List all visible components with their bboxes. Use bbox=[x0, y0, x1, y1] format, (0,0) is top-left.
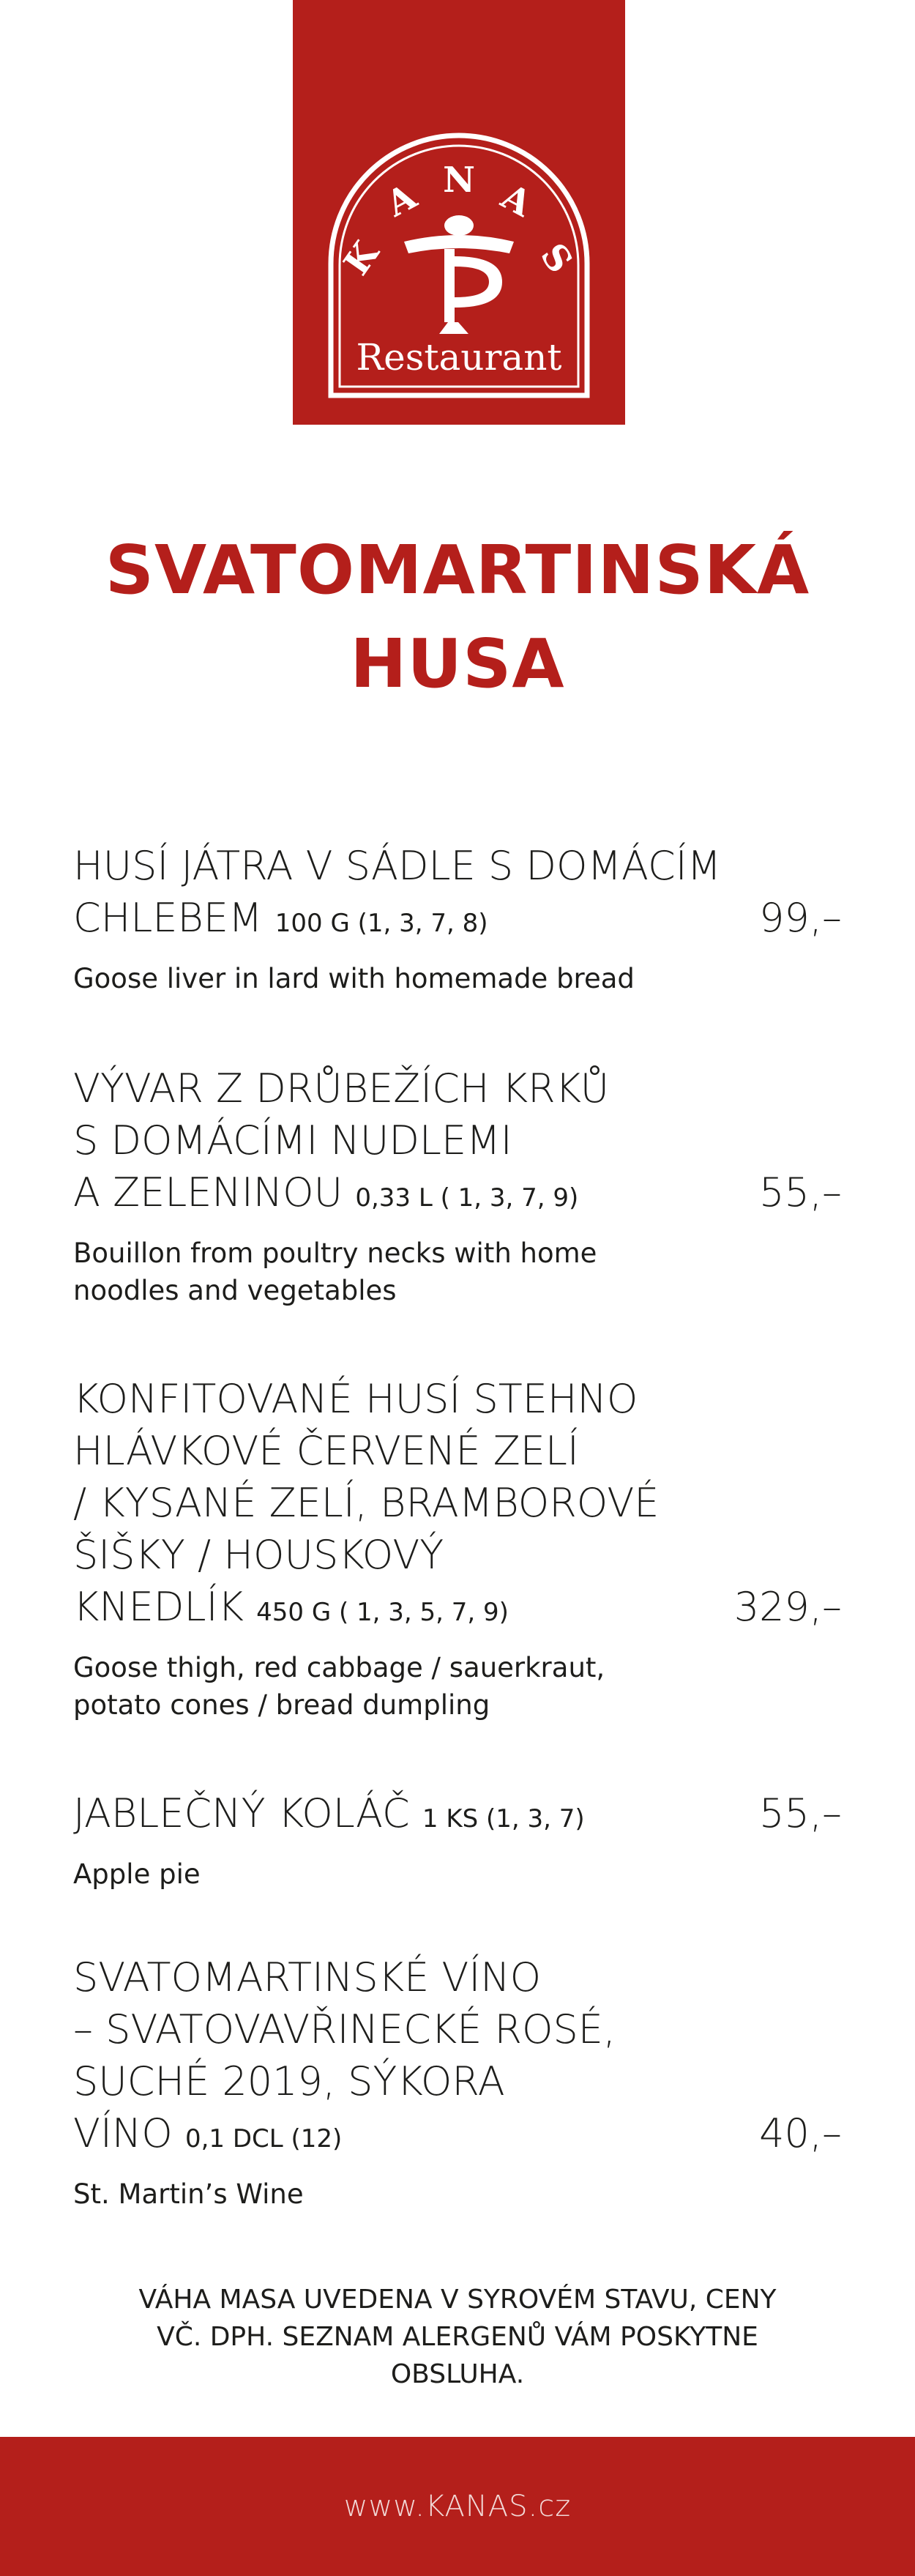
logo-letter-5: S bbox=[532, 236, 580, 281]
menu-item-spec: 0,1 DCL (12) bbox=[184, 2124, 343, 2154]
menu-item-st-martins-wine bbox=[73, 1951, 842, 2213]
menu-item-price: 329,– bbox=[733, 1584, 842, 1630]
menu-item-name-last-row bbox=[73, 1166, 842, 1224]
menu-item-name-line: CHLEBEM bbox=[73, 895, 263, 941]
menu-item-name-line: SUCHÉ 2019, SÝKORA bbox=[73, 2058, 505, 2104]
menu-item-description bbox=[73, 1235, 842, 1309]
menu-item-description-line: Apple pie bbox=[73, 1858, 201, 1890]
page-title-line-1: SVATOMARTINSKÁ bbox=[105, 531, 810, 609]
logo-letter-4: A bbox=[494, 176, 539, 226]
menu-item-description-line: St. Martin’s Wine bbox=[73, 2178, 304, 2210]
menu-item-name-last-row bbox=[73, 1787, 842, 1845]
menu-item-name bbox=[73, 1062, 842, 1224]
menu-item-description-line: Bouillon from poultry necks with home bbox=[73, 1237, 597, 1269]
menu-item-name bbox=[73, 1373, 842, 1639]
menu-item-description bbox=[73, 2175, 842, 2213]
logo-letter-2: A bbox=[379, 176, 424, 226]
menu-item-description-line: Goose thigh, red cabbage / sauerkraut, bbox=[73, 1652, 605, 1683]
menu-item-name-line: A ZELENINOU bbox=[73, 1169, 343, 1216]
menu-item-name-line: VÝVAR Z DRŮBEŽÍCH KRKŮ bbox=[73, 1065, 610, 1112]
menu-item-spec: 1 KS (1, 3, 7) bbox=[422, 1804, 585, 1834]
menu-item-price: 99,– bbox=[759, 895, 842, 941]
menu-item-price: 40,– bbox=[759, 2110, 842, 2156]
menu-item-name-line: – SVATOVAVŘINECKÉ ROSÉ, bbox=[73, 2006, 616, 2052]
menu-item-goose-thigh bbox=[73, 1373, 842, 1724]
menu-item-name-line: HLÁVKOVÉ ČERVENÉ ZELÍ bbox=[73, 1428, 579, 1474]
menu-item-description-line: potato cones / bread dumpling bbox=[73, 1689, 490, 1721]
menu-item-description bbox=[73, 1855, 842, 1893]
menu-item-name-last-row bbox=[73, 892, 842, 950]
goose-emblem-icon bbox=[404, 215, 514, 334]
website-link[interactable]: www.KANAS.cz bbox=[343, 2490, 572, 2523]
menu-item-description bbox=[73, 1649, 842, 1724]
menu-item-name bbox=[73, 840, 842, 950]
menu-item-name-line: KONFITOVANÉ HUSÍ STEHNO bbox=[73, 1376, 638, 1422]
logo-letter-1: K bbox=[335, 234, 387, 283]
menu-item-price: 55,– bbox=[759, 1169, 842, 1216]
menu-item-name-line: S DOMÁCÍMI NUDLEMI bbox=[73, 1117, 512, 1164]
menu-item-name-line: JABLEČNÝ KOLÁČ bbox=[73, 1790, 410, 1836]
menu-item-name-line: HUSÍ JÁTRA V SÁDLE S DOMÁCÍM bbox=[73, 843, 722, 889]
kanas-logo bbox=[293, 0, 625, 425]
logo-letter-3: N bbox=[443, 160, 475, 201]
menu-item-name-line: ŠIŠKY / HOUSKOVÝ bbox=[73, 1532, 444, 1578]
menu-item-apple-pie bbox=[73, 1787, 842, 1893]
menu-item-description-line: Goose liver in lard with homemade bread bbox=[73, 963, 635, 994]
logo-panel bbox=[293, 0, 625, 425]
menu-item-price: 55,– bbox=[759, 1790, 842, 1836]
menu-item-name-line: KNEDLÍK bbox=[73, 1584, 244, 1630]
page-title-line-2: HUSA bbox=[350, 625, 565, 703]
menu-item-name-line: SVATOMARTINSKÉ VÍNO bbox=[73, 1954, 542, 2000]
menu-item-spec: 100 G (1, 3, 7, 8) bbox=[274, 909, 488, 938]
menu-item-name-line: VÍNO bbox=[73, 2110, 173, 2156]
menu-item-spec: 450 G ( 1, 3, 5, 7, 9) bbox=[256, 1598, 509, 1627]
menu-item-spec: 0,33 L ( 1, 3, 7, 9) bbox=[355, 1183, 579, 1213]
logo-wordmark: Restaurant bbox=[356, 336, 562, 379]
allergen-note-line: OBSLUHA. bbox=[390, 2359, 525, 2389]
menu-item-name-last-row bbox=[73, 1581, 842, 1639]
menu-item-description bbox=[73, 960, 842, 997]
menu-item-bouillon bbox=[73, 1062, 842, 1309]
menu-item-name-line: / KYSANÉ ZELÍ, BRAMBOROVÉ bbox=[73, 1480, 660, 1526]
menu-item-name-last-row bbox=[73, 2107, 842, 2165]
menu-item-description-line: noodles and vegetables bbox=[73, 1275, 397, 1306]
menu-item-name bbox=[73, 1951, 842, 2165]
footer-bar bbox=[0, 2437, 915, 2576]
page-title bbox=[0, 524, 915, 711]
allergen-note-line: VČ. DPH. SEZNAM ALERGENŮ VÁM POSKYTNE bbox=[157, 2322, 758, 2352]
menu-item-goose-liver bbox=[73, 840, 842, 997]
allergen-note bbox=[59, 2281, 856, 2393]
menu-item-name bbox=[73, 1787, 842, 1845]
allergen-note-line: VÁHA MASA UVEDENA V SYROVÉM STAVU, CENY bbox=[138, 2285, 777, 2315]
